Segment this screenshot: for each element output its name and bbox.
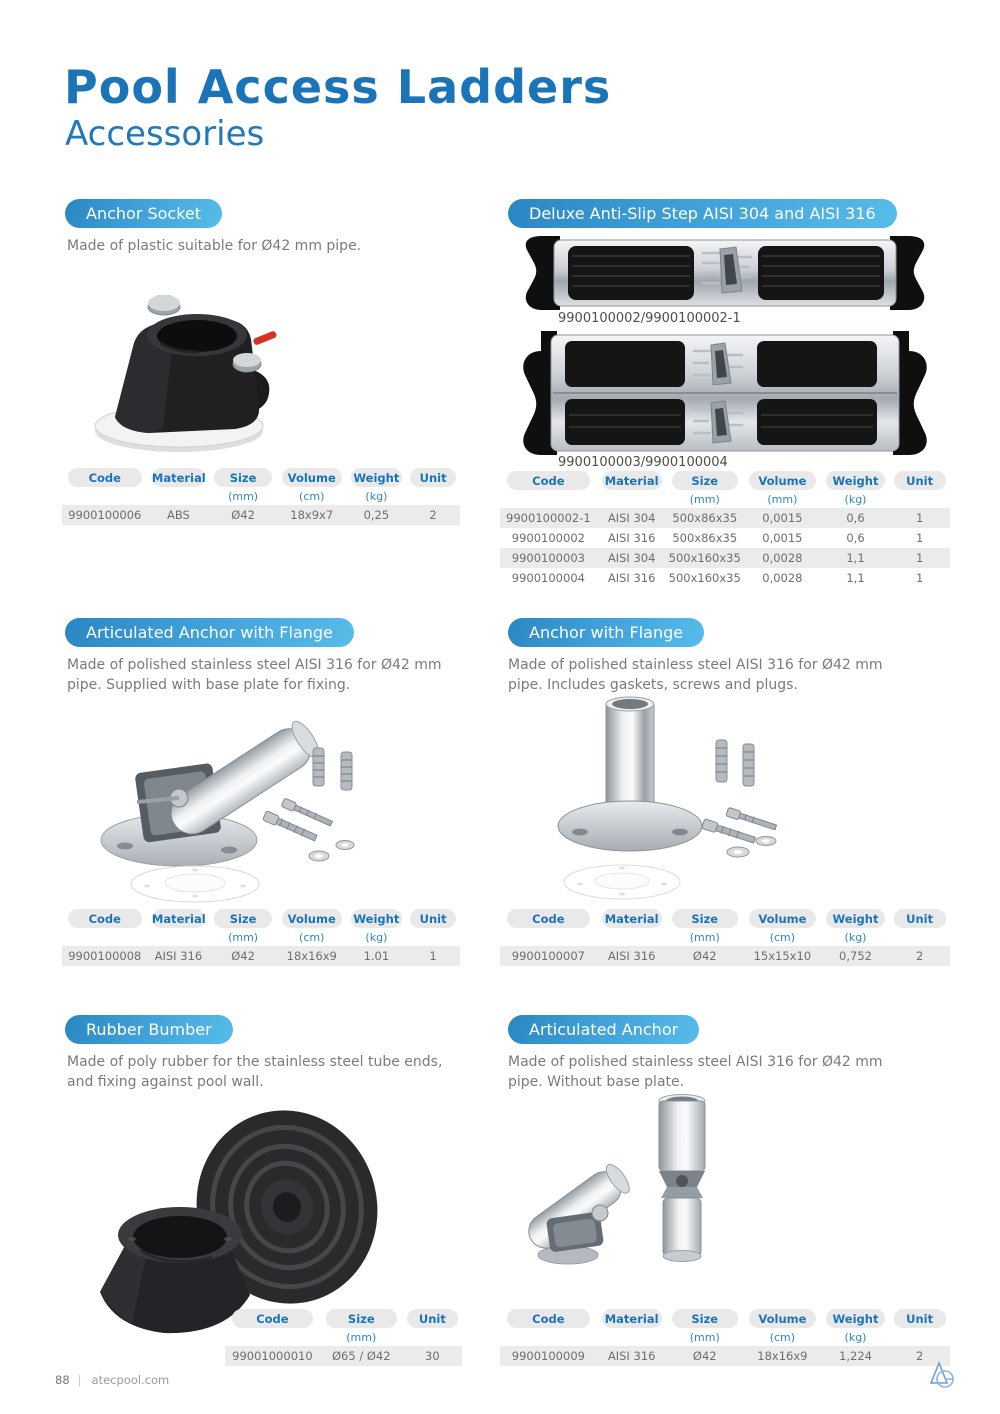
column-header: Weight bbox=[347, 909, 407, 928]
unit-subheader-row: (mm) (cm) (kg) bbox=[228, 490, 388, 503]
unit-subheader-row: (mm) (cm) (kg) bbox=[228, 931, 388, 944]
column-header: Weight bbox=[822, 1309, 890, 1328]
unit-subheader-row: (mm) (mm) (kg) bbox=[689, 493, 867, 506]
column-header: Weight bbox=[822, 909, 890, 928]
column-header: Material bbox=[148, 909, 210, 928]
deluxe-step-single-image bbox=[510, 233, 940, 317]
anchor-flange-image bbox=[510, 690, 810, 909]
anchor-flange-table bbox=[500, 908, 950, 966]
section-articulated-anchor-flange bbox=[62, 618, 460, 978]
section-description: Made of polished stainless steel AISI 316 for Ø42 mm pipe. Includes gaskets, screws and plugs. bbox=[508, 657, 883, 694]
page-footer bbox=[55, 1373, 169, 1387]
unit-subheader-row: (mm) (cm) (kg) bbox=[689, 1331, 867, 1344]
articulated-anchor-flange-table bbox=[62, 908, 460, 966]
column-header: Volume bbox=[743, 471, 822, 490]
table-row: 9900100006 ABS Ø42 18x9x7 0,25 2 bbox=[62, 505, 460, 525]
table-row: 9900100002 AISI 316 500x86x35 0,0015 0,6 1 bbox=[511, 531, 924, 545]
atecpool-logo bbox=[928, 1358, 956, 1394]
column-header: Volume bbox=[743, 1309, 822, 1328]
section-title-pill: Anchor with Flange bbox=[508, 618, 704, 647]
column-header: Weight bbox=[347, 468, 407, 487]
section-title-pill: Rubber Bumber bbox=[65, 1015, 233, 1044]
articulated-anchor-flange-image bbox=[67, 698, 367, 907]
column-header: Size bbox=[320, 1309, 403, 1328]
column-header: Size bbox=[667, 909, 744, 928]
step-caption: 9900100003/9900100004 bbox=[558, 455, 728, 470]
column-header: Unit bbox=[403, 1309, 462, 1328]
column-header: Code bbox=[62, 468, 148, 487]
section-anchor-socket bbox=[62, 199, 460, 544]
table-row: 9900100004 AISI 316 500x160x35 0,0028 1,1 1 bbox=[511, 571, 924, 585]
anchor-socket-image bbox=[77, 269, 277, 463]
footer-website: atecpool.com bbox=[91, 1373, 170, 1387]
section-title-pill: Articulated Anchor with Flange bbox=[65, 618, 354, 647]
column-header: Code bbox=[500, 909, 597, 928]
column-header: Weight bbox=[822, 471, 890, 490]
section-title-pill: Articulated Anchor bbox=[508, 1015, 699, 1044]
section-description: Made of polished stainless steel AISI 316 for Ø42 mm pipe. Supplied with base plate for fixing. bbox=[67, 657, 442, 694]
column-header: Volume bbox=[743, 909, 822, 928]
column-header: Code bbox=[62, 909, 148, 928]
section-articulated-anchor bbox=[500, 1015, 950, 1375]
table-row: 9900100003 AISI 304 500x160x35 0,0028 1,1 1 bbox=[500, 548, 950, 568]
column-header: Unit bbox=[406, 909, 460, 928]
page-number: 88 bbox=[55, 1373, 70, 1387]
column-header: Material bbox=[597, 909, 667, 928]
table-row: 9900100002-1 AISI 304 500x86x35 0,0015 0,6 1 bbox=[500, 508, 950, 528]
column-header: Code bbox=[225, 1309, 320, 1328]
section-description: Made of polished stainless steel AISI 316 for Ø42 mm pipe. Without base plate. bbox=[508, 1054, 883, 1091]
unit-subheader-row: (mm) (cm) (kg) bbox=[689, 931, 867, 944]
column-header: Volume bbox=[277, 468, 347, 487]
column-header: Unit bbox=[889, 909, 950, 928]
column-header: Size bbox=[667, 471, 744, 490]
table-row: 99001000010 Ø65 / Ø42 30 bbox=[225, 1346, 462, 1366]
unit-subheader-row: (mm) bbox=[346, 1331, 377, 1344]
column-header: Material bbox=[148, 468, 210, 487]
column-header: Unit bbox=[889, 1309, 950, 1328]
anchor-socket-table bbox=[62, 467, 460, 525]
column-header: Code bbox=[500, 471, 597, 490]
deluxe-step-table bbox=[500, 470, 950, 588]
page-title: Pool Access Ladders bbox=[64, 60, 612, 114]
column-header: Code bbox=[500, 1309, 597, 1328]
step-caption: 9900100002/9900100002-1 bbox=[558, 311, 741, 326]
section-rubber-bumber bbox=[62, 1015, 460, 1375]
articulated-anchor-table bbox=[500, 1308, 950, 1366]
column-header: Volume bbox=[277, 909, 347, 928]
column-header: Size bbox=[209, 468, 277, 487]
table-row: 9900100007 AISI 316 Ø42 15x15x10 0,752 2 bbox=[500, 946, 950, 966]
section-description: Made of poly rubber for the stainless steel tube ends, and fixing against pool wall. bbox=[67, 1054, 443, 1091]
section-title-pill: Deluxe Anti-Slip Step AISI 304 and AISI 316 bbox=[508, 199, 897, 228]
articulated-anchor-image bbox=[510, 1085, 740, 1289]
deluxe-step-double-image bbox=[505, 327, 945, 463]
column-header: Size bbox=[667, 1309, 744, 1328]
section-description: Made of plastic suitable for Ø42 mm pipe. bbox=[67, 238, 362, 254]
table-row: 9900100008 AISI 316 Ø42 18x16x9 1.01 1 bbox=[62, 946, 460, 966]
section-deluxe-step bbox=[500, 199, 950, 594]
column-header: Material bbox=[597, 1309, 667, 1328]
column-header: Material bbox=[597, 471, 667, 490]
table-row: 9900100009 AISI 316 Ø42 18x16x9 1,224 2 bbox=[500, 1346, 950, 1366]
footer-separator: | bbox=[77, 1373, 82, 1387]
column-header: Unit bbox=[889, 471, 950, 490]
section-anchor-flange bbox=[500, 618, 950, 978]
column-header: Size bbox=[209, 909, 277, 928]
rubber-bumber-table bbox=[225, 1308, 462, 1366]
page-subtitle: Accessories bbox=[65, 114, 265, 154]
section-title-pill: Anchor Socket bbox=[65, 199, 222, 228]
column-header: Unit bbox=[406, 468, 460, 487]
